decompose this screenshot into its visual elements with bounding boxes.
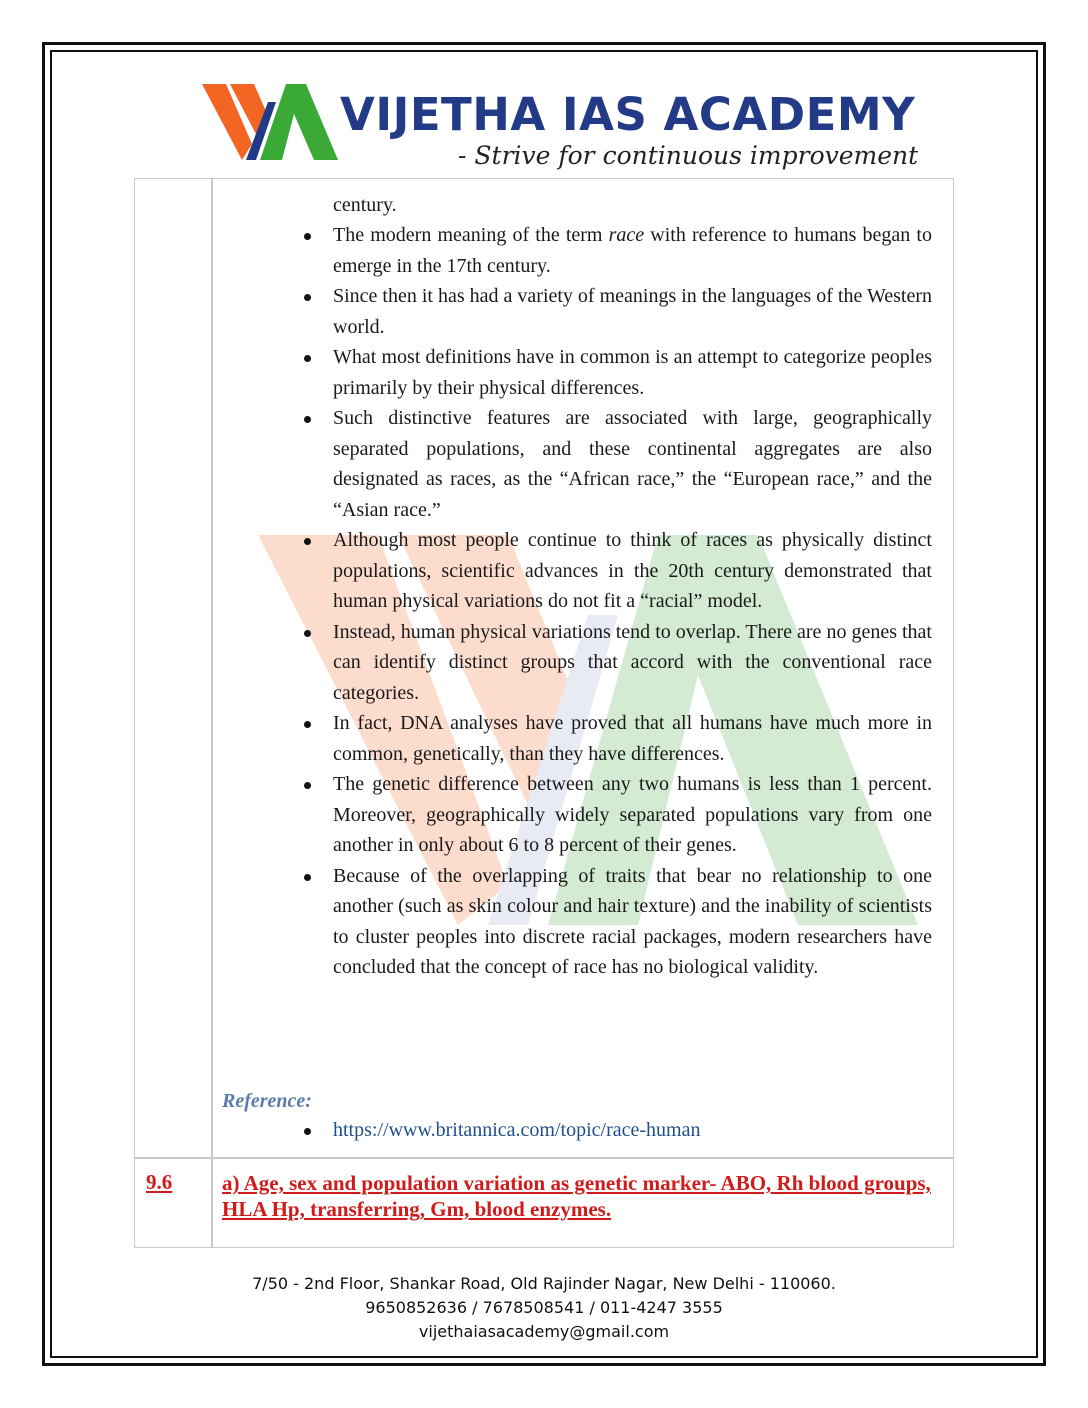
list-item: Instead, human physical variations tend to overlap. There are no genes that can identify distinct groups that accord with the conventional race categories. xyxy=(300,617,932,709)
list-item: What most definitions have in common is an attempt to categorize peoples primarily by their physical differences. xyxy=(300,342,932,403)
bullet-icon xyxy=(304,721,311,728)
page-footer xyxy=(134,1272,954,1344)
list-item: Since then it has had a variety of meanings in the languages of the Western world. xyxy=(300,281,932,342)
list-item: Although most people continue to think of races as physically distinct populations, scientific advances in the 20th century demonstrated that human physical variations do not fit a “racial” model. xyxy=(300,525,932,617)
reference-item xyxy=(300,1115,700,1145)
bullet-icon xyxy=(304,782,311,789)
table-column-divider xyxy=(211,178,213,1248)
list-item: The genetic difference between any two humans is less than 1 percent. Moreover, geographically widely separated populations vary from one another in only about 6 to 8 percent of their genes. xyxy=(300,769,932,861)
bullet-icon xyxy=(304,233,311,240)
table-row-divider xyxy=(134,1157,954,1159)
bullet-list xyxy=(300,220,932,983)
bullet-icon xyxy=(304,874,311,881)
bullet-icon xyxy=(304,294,311,301)
section-number: 9.6 xyxy=(146,1170,173,1194)
footer-address: 7/50 - 2nd Floor, Shankar Road, Old Rajinder Nagar, New Delhi - 110060. xyxy=(252,1274,836,1293)
tagline: - Strive for continuous improvement xyxy=(458,141,919,170)
reference-link[interactable]: https://www.britannica.com/topic/race-human xyxy=(333,1119,701,1141)
list-item: The modern meaning of the term race with reference to humans began to emerge in the 17th century. xyxy=(300,220,932,281)
reference-label: Reference: xyxy=(222,1090,312,1112)
bullet-icon xyxy=(304,630,311,637)
academy-logo-icon xyxy=(202,82,338,162)
section-title: a) Age, sex and population variation as genetic marker- ABO, Rh blood groups, HLA Hp, transferring, Gm, blood enzymes. xyxy=(222,1171,931,1221)
list-item: Such distinctive features are associated with large, geographically separated populations, and these continental aggregates are also designated as races, as the “African race,” the “European race,” and the “Asian race.” xyxy=(300,403,932,525)
brand-name: VIJETHA IAS ACADEMY xyxy=(340,88,916,141)
bullet-icon xyxy=(304,355,311,362)
footer-email: vijethaiasacademy@gmail.com xyxy=(418,1322,670,1341)
bullet-icon xyxy=(304,538,311,545)
bullet-icon xyxy=(304,416,311,423)
footer-phones: 9650852636 / 7678508541 / 011-4247 3555 xyxy=(365,1298,723,1317)
list-item: Because of the overlapping of traits that bear no relationship to one another (such as skin colour and hair texture) and the inability of scientists to cluster peoples into discrete racial packages, modern researchers have concluded that the concept of race has no biological validity. xyxy=(300,861,932,983)
list-item: In fact, DNA analyses have proved that all humans have much more in common, genetically, than they have differences. xyxy=(300,708,932,769)
bullet-icon xyxy=(304,1128,311,1135)
continuation-text: century. xyxy=(333,194,397,216)
